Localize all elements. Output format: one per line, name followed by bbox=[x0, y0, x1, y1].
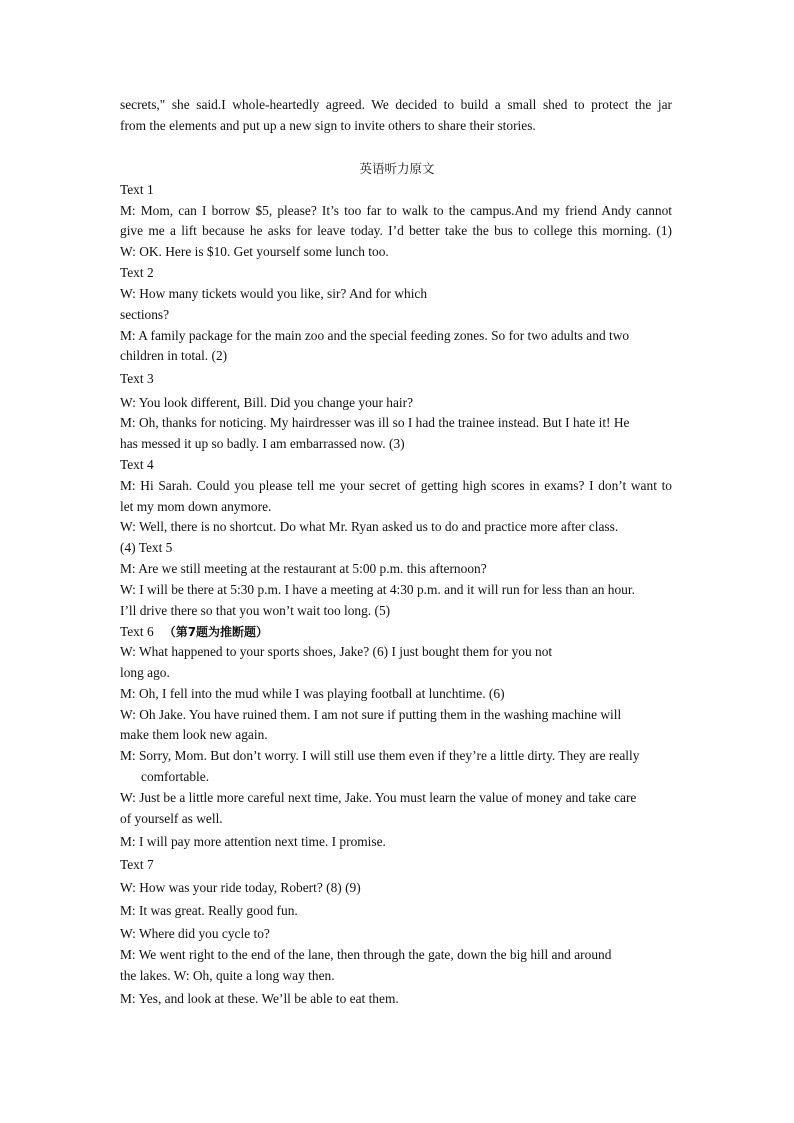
dialogue-line: let my mom down anymore. bbox=[120, 499, 272, 514]
dialogue-line: make them look new again. bbox=[120, 727, 268, 742]
dialogue-line: M: Sorry, Mom. But don’t worry. I will still use them even if they’re a little dirty. They are really bbox=[120, 748, 640, 763]
dialogue-line: comfortable. bbox=[141, 769, 210, 784]
dialogue-line: W: You look different, Bill. Did you change your hair? bbox=[120, 395, 414, 410]
text-label-3: Text 3 bbox=[120, 371, 154, 386]
dialogue-line: M: Oh, thanks for noticing. My hairdresser was ill so I had the trainee instead. But I hate it! He bbox=[120, 415, 630, 430]
dialogue-line: W: Well, there is no shortcut. Do what Mr. Ryan asked us to do and practice more after class. bbox=[120, 519, 619, 534]
text-label-2: Text 2 bbox=[120, 265, 154, 280]
dialogue-line: W: OK. Here is $10. Get yourself some lunch too. bbox=[120, 244, 389, 259]
dialogue-line: I’ll drive there so that you won’t wait too long. (5) bbox=[120, 603, 391, 618]
dialogue-line: W: Oh Jake. You have ruined them. I am not sure if putting them in the washing machine will bbox=[120, 707, 622, 722]
dialogue-line: W: I will be there at 5:30 p.m. I have a meeting at 4:30 p.m. and it will run for less than an hour. bbox=[120, 582, 635, 597]
text-label-6 bbox=[120, 624, 268, 640]
intro-line-1: secrets," she said.I whole-heartedly agreed. We decided to build a small shed to protect the jar bbox=[120, 97, 672, 112]
text-label-4: Text 4 bbox=[120, 457, 154, 472]
dialogue-line: M: Yes, and look at these. We’ll be able to eat them. bbox=[120, 991, 399, 1006]
dialogue-line: of yourself as well. bbox=[120, 811, 223, 826]
dialogue-line: M: Mom, can I borrow $5, please? It’s too far to walk to the campus.And my friend Andy cannot bbox=[120, 203, 672, 218]
text-6-note: （第7题为推断题） bbox=[163, 625, 269, 639]
dialogue-line: M: Are we still meeting at the restaurant at 5:00 p.m. this afternoon? bbox=[120, 561, 487, 576]
text-label-7: Text 7 bbox=[120, 857, 154, 872]
text-label-1: Text 1 bbox=[120, 182, 154, 197]
dialogue-line: children in total. (2) bbox=[120, 348, 228, 363]
dialogue-line: M: A family package for the main zoo and the special feeding zones. So for two adults and two bbox=[120, 328, 630, 343]
dialogue-line: has messed it up so badly. I am embarrassed now. (3) bbox=[120, 436, 405, 451]
dialogue-line: M: Hi Sarah. Could you please tell me your secret of getting high scores in exams? I don’t want to bbox=[120, 478, 672, 493]
dialogue-line: M: It was great. Really good fun. bbox=[120, 903, 298, 918]
dialogue-line: give me a lift because he asks for leave today. I’d better take the bus to college this morning. (1) bbox=[120, 223, 672, 238]
dialogue-line: the lakes. W: Oh, quite a long way then. bbox=[120, 968, 335, 983]
dialogue-line: W: Just be a little more careful next time, Jake. You must learn the value of money and take care bbox=[120, 790, 637, 805]
dialogue-line: long ago. bbox=[120, 665, 170, 680]
section-heading: 英语听力原文 bbox=[359, 161, 435, 176]
dialogue-line: W: How was your ride today, Robert? (8) (9) bbox=[120, 880, 361, 895]
intro-line-2: from the elements and put up a new sign to invite others to share their stories. bbox=[120, 118, 536, 133]
dialogue-line: W: How many tickets would you like, sir? And for which bbox=[120, 286, 428, 301]
text-label-5: (4) Text 5 bbox=[120, 540, 173, 555]
dialogue-line: M: Oh, I fell into the mud while I was playing football at lunchtime. (6) bbox=[120, 686, 505, 701]
text-label-6-title: Text 6 bbox=[120, 624, 154, 639]
dialogue-line: M: I will pay more attention next time. I promise. bbox=[120, 834, 386, 849]
dialogue-line: M: We went right to the end of the lane, then through the gate, down the big hill and around bbox=[120, 947, 612, 962]
dialogue-line: W: What happened to your sports shoes, Jake? (6) I just bought them for you not bbox=[120, 644, 553, 659]
dialogue-line: W: Where did you cycle to? bbox=[120, 926, 270, 941]
dialogue-line: sections? bbox=[120, 307, 170, 322]
